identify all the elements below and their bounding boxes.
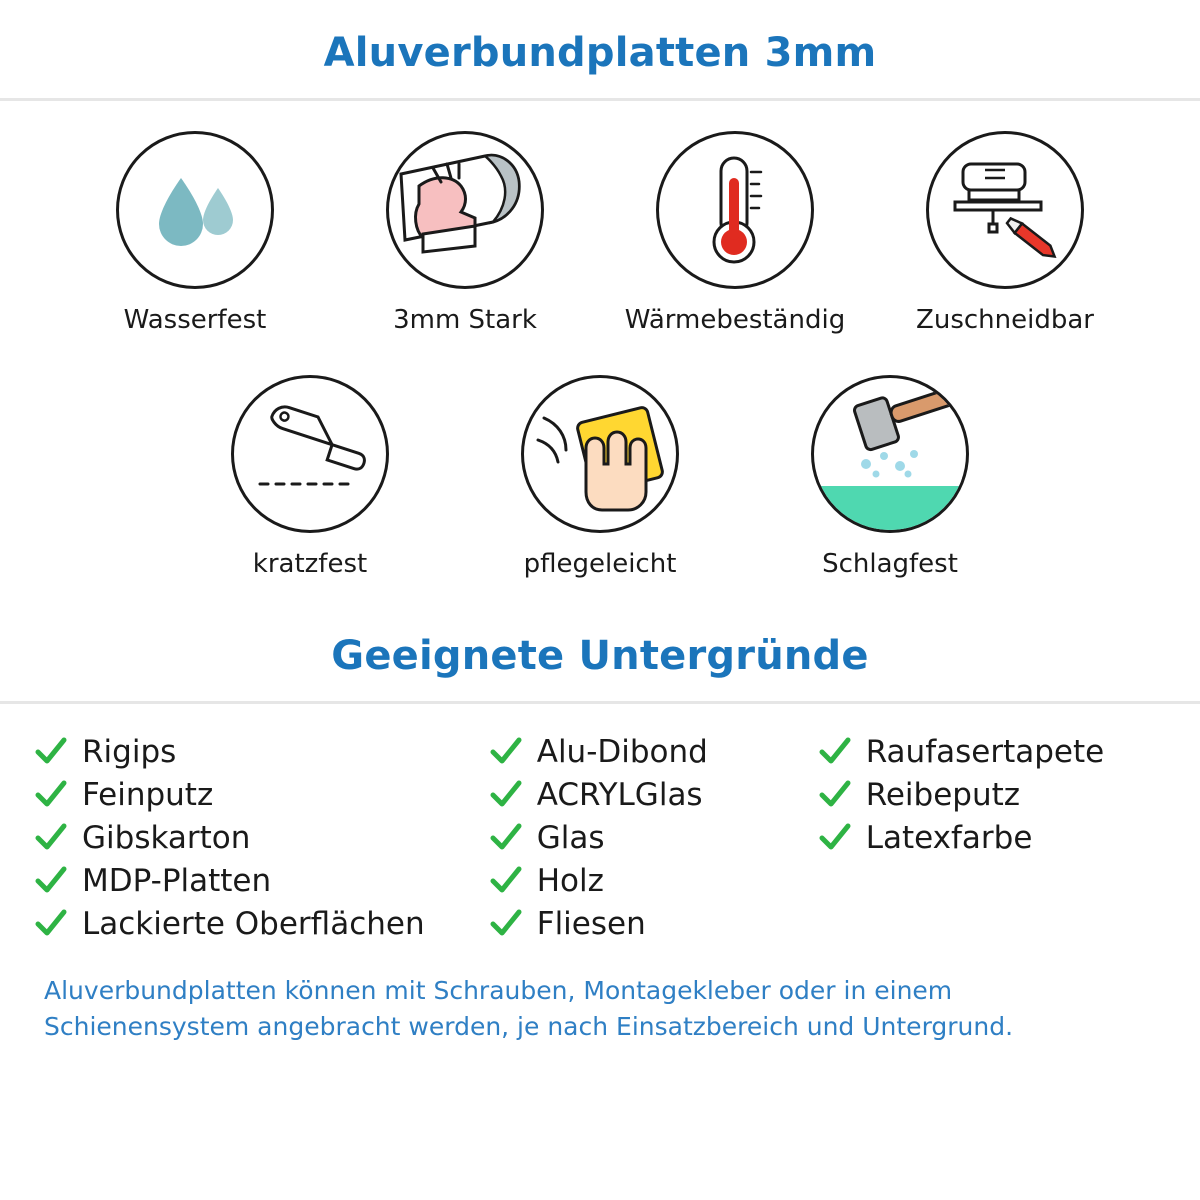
page-title: Aluverbundplatten 3mm — [323, 30, 877, 76]
feature-icon-circle — [521, 375, 679, 533]
list-item — [489, 730, 818, 773]
list-item — [34, 859, 489, 902]
check-icon — [34, 735, 68, 769]
substrate-lists — [0, 704, 1200, 945]
check-icon — [489, 735, 523, 769]
check-icon — [818, 821, 852, 855]
feature-kratzfest — [165, 375, 455, 579]
list-item — [489, 773, 818, 816]
substrate-column-1 — [34, 730, 489, 945]
substrate-column-2 — [489, 730, 818, 945]
feature-label: Wasserfest — [123, 305, 267, 335]
check-icon — [34, 778, 68, 812]
feature-icon-circle — [116, 131, 274, 289]
feature-label: 3mm Stark — [393, 305, 537, 335]
feature-icon-circle — [656, 131, 814, 289]
check-icon — [34, 821, 68, 855]
feature-icon-circle — [231, 375, 389, 533]
check-icon — [34, 907, 68, 941]
list-item-label: Lackierte Oberflächen — [82, 905, 425, 942]
feature-label: Schlagfest — [822, 549, 958, 579]
substrate-column-3 — [818, 730, 1166, 945]
feature-label: Wärmebeständig — [624, 305, 846, 335]
list-item-label: MDP-Platten — [82, 862, 272, 899]
feature-label: pflegeleicht — [523, 549, 677, 579]
feature-icon-circle — [926, 131, 1084, 289]
list-item — [489, 859, 818, 902]
water-drops-icon — [119, 271, 271, 289]
list-item — [818, 816, 1166, 859]
check-icon — [489, 907, 523, 941]
feature-label: kratzfest — [252, 549, 368, 579]
check-icon — [818, 778, 852, 812]
cleaning-hand-icon — [524, 515, 676, 533]
check-icon — [34, 864, 68, 898]
list-item-label: Latexfarbe — [865, 819, 1033, 856]
feature-icon-circle — [386, 131, 544, 289]
feature-3mm-stark — [330, 131, 600, 335]
feature-row-2 — [20, 375, 1180, 579]
footnote-text: Aluverbundplatten können mit Schrauben, Montagekleber oder in einem Schienensystem angebracht werden, je nach Einsatzbereich und Untergrund. — [44, 976, 1014, 1041]
feature-zuschneidbar — [870, 131, 1140, 335]
list-item — [489, 902, 818, 945]
list-item-label: Gibskarton — [82, 819, 251, 856]
check-icon — [489, 821, 523, 855]
list-item — [818, 773, 1166, 816]
list-item-label: Alu-Dibond — [536, 733, 708, 770]
list-item-label: Feinputz — [82, 776, 214, 813]
list-item — [818, 730, 1166, 773]
feature-icon-circle — [811, 375, 969, 533]
check-icon — [489, 864, 523, 898]
feature-grid — [0, 101, 1200, 579]
feature-wasserfest — [60, 131, 330, 335]
thermometer-icon — [659, 271, 811, 289]
check-icon — [489, 778, 523, 812]
list-item — [34, 816, 489, 859]
jigsaw-cutter-icon — [929, 271, 1081, 289]
list-item-label: Fliesen — [536, 905, 646, 942]
knife-scratch-icon — [234, 515, 386, 533]
hammer-impact-icon — [814, 515, 966, 533]
list-item — [34, 730, 489, 773]
list-item-label: Raufasertapete — [865, 733, 1105, 770]
feature-row-1 — [20, 131, 1180, 335]
feature-label: Zuschneidbar — [916, 305, 1094, 335]
check-icon — [818, 735, 852, 769]
feature-waermebestaendig — [600, 131, 870, 335]
list-item-label: Holz — [536, 862, 604, 899]
list-item-label: Rigips — [82, 733, 177, 770]
feature-pflegeleicht — [455, 375, 745, 579]
list-item-label: Glas — [536, 819, 605, 856]
section-title: Geeignete Untergründe — [331, 633, 869, 679]
feature-schlagfest — [745, 375, 1035, 579]
strong-arm-icon — [389, 271, 541, 289]
list-item-label: Reibeputz — [865, 776, 1021, 813]
list-item — [34, 902, 489, 945]
list-item-label: ACRYLGlas — [536, 776, 703, 813]
list-item — [489, 816, 818, 859]
list-item — [34, 773, 489, 816]
